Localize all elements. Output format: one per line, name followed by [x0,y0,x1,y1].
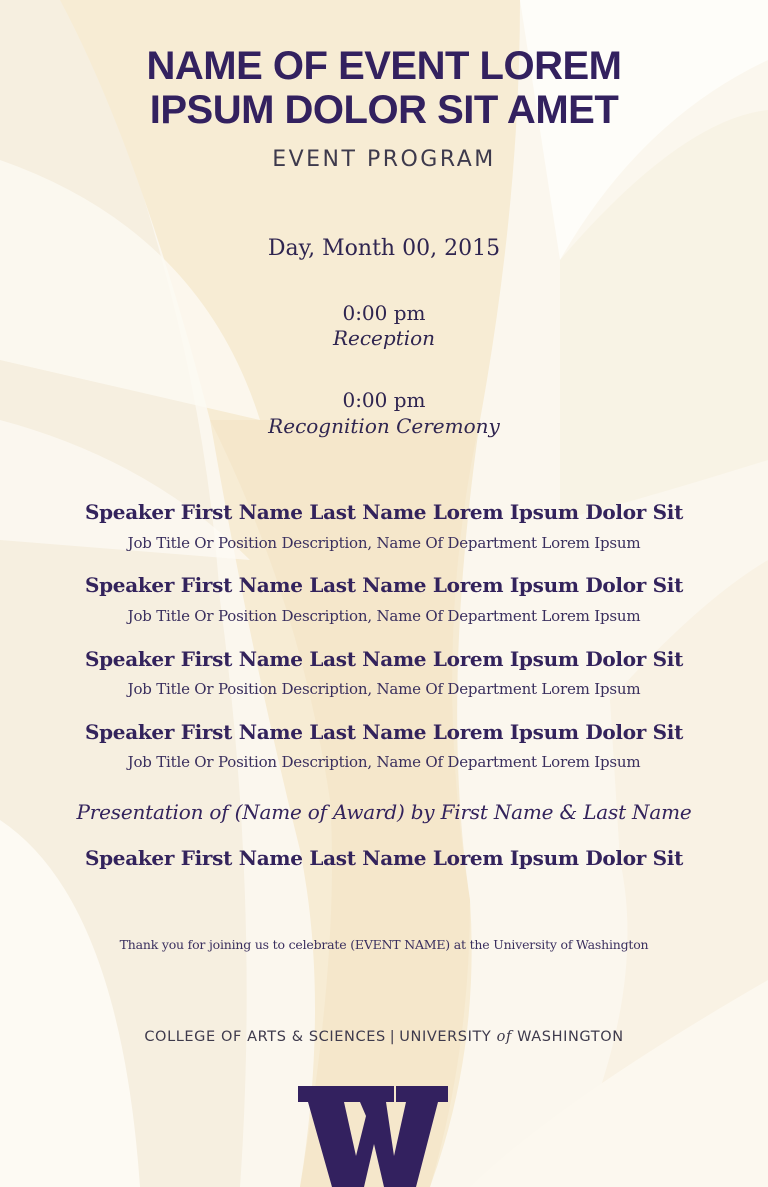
speaker-name: Speaker First Name Last Name Lorem Ipsum Dolor Sit [84,720,684,744]
event-date: Day, Month 00, 2015 [267,236,501,261]
schedule-label-ceremony: Recognition Ceremony [268,414,500,438]
speaker-name: Speaker First Name Last Name Lorem Ipsum Dolor Sit [84,573,684,597]
event-title-line-1: NAME OF EVENT LOREM [146,44,622,88]
schedule-label-reception: Reception [332,326,436,350]
university-of: of [496,1029,512,1045]
college-name: COLLEGE OF ARTS & SCIENCES [144,1029,386,1045]
college-university-wordmark [0,1029,768,1045]
schedule-time-ceremony: 0:00 pm [342,388,426,412]
wordmark-separator: | [389,1029,396,1045]
speaker-job-title: Job Title Or Position Description, Name Of Department Lorem Ipsum [127,680,641,698]
speaker-name: Speaker First Name Last Name Lorem Ipsum Dolor Sit [84,500,684,524]
final-speaker-name: Speaker First Name Last Name Lorem Ipsum Dolor Sit [84,846,684,870]
university-word: UNIVERSITY [399,1029,492,1045]
event-program-subtitle: EVENT PROGRAM [272,147,496,172]
event-title-line-2: IPSUM DOLOR SIT AMET [149,88,619,132]
uw-w-logo-icon [298,1086,448,1187]
washington-word: WASHINGTON [517,1029,624,1045]
speaker-name: Speaker First Name Last Name Lorem Ipsum Dolor Sit [84,647,684,671]
event-title [0,44,768,132]
award-presentation: Presentation of (Name of Award) by First Name & Last Name [76,800,692,824]
speaker-job-title: Job Title Or Position Description, Name Of Department Lorem Ipsum [127,534,641,552]
speaker-job-title: Job Title Or Position Description, Name Of Department Lorem Ipsum [127,607,641,625]
thank-you-note: Thank you for joining us to celebrate (EVENT NAME) at the University of Washington [119,937,649,952]
schedule-time-reception: 0:00 pm [342,301,426,325]
speaker-job-title: Job Title Or Position Description, Name Of Department Lorem Ipsum [127,753,641,771]
